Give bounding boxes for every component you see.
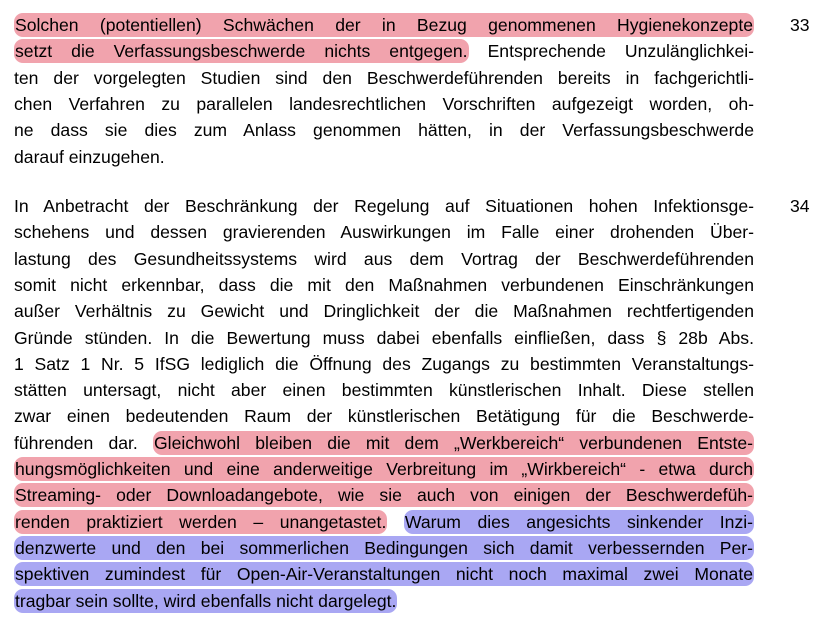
text-line <box>14 430 754 456</box>
highlight-red: Solchen (potentiellen) Schwächen der in Bezug genommenen Hygienekonzepte <box>15 15 753 35</box>
paragraph-number: 33 <box>790 15 810 35</box>
text-segment <box>387 512 404 532</box>
text-segment: somit nicht erkennbar, dass die mit den Maßnahmen verbundenen Einschränkungen <box>14 274 754 295</box>
text-line <box>14 272 754 298</box>
text-segment: darauf einzugehen. <box>14 146 165 167</box>
text-line <box>14 12 754 38</box>
text-segment: Gründe stünden. In die Bewertung muss dabei ebenfalls einfließen, dass § 28b Abs. <box>14 327 754 348</box>
text-segment: In Anbetracht der Beschränkung der Regelung auf Situationen hohen Infektionsge- <box>14 196 754 216</box>
text-line <box>14 298 754 324</box>
text-line <box>14 588 754 614</box>
text-segment: stätten untersagt, nicht aber einen bestimmten künstlerischen Inhalt. Diese stellen <box>14 380 754 401</box>
text-line <box>14 38 754 64</box>
text-line <box>14 65 754 91</box>
text-line <box>14 144 754 170</box>
text-segment: lastung des Gesundheitssystems wird aus dem Vortrag der Beschwerdeführenden <box>14 248 754 269</box>
text-line <box>14 219 754 245</box>
highlight-red: hungsmöglichkeiten und eine anderweitige Verbreitung im „Wirkbereich“ - etwa durch <box>15 459 753 479</box>
text-segment: Entsprechende Unzulänglichkei- <box>468 41 755 62</box>
text-line <box>14 509 754 535</box>
text-line <box>14 91 754 117</box>
highlight-blue: Warum dies angesichts sinkender Inzi- <box>404 511 754 532</box>
text-line <box>14 456 754 482</box>
text-line <box>14 117 754 143</box>
text-line <box>14 561 754 587</box>
text-segment: 1 Satz 1 Nr. 5 IfSG lediglich die Öffnung des Zugangs zu bestimmten Veranstaltungs- <box>14 353 754 374</box>
text-line <box>14 377 754 403</box>
text-line <box>14 246 754 272</box>
text-segment: führenden dar. <box>14 432 153 453</box>
text-segment: chen Verfahren zu parallelen landesrechtlichen Vorschriften aufgezeigt worden, oh- <box>14 93 754 114</box>
text-line <box>14 535 754 561</box>
highlight-blue: tragbar sein sollte, wird ebenfalls nicht dargelegt. <box>15 590 397 611</box>
text-segment: zwar einen bedeutenden Raum der künstlerischen Betätigung für die Beschwerde- <box>14 406 754 427</box>
text-segment: außer Verhältnis zu Gewicht und Dringlichkeit der die Maßnahmen rechtfertigenden <box>14 301 754 322</box>
highlight-red: setzt die Verfassungsbeschwerde nichts entgegen. <box>15 41 468 62</box>
highlight-red: Streaming- oder Downloadangebote, wie sie auch von einigen der Beschwerdefüh- <box>15 485 753 506</box>
text-line <box>14 351 754 377</box>
text-line <box>14 482 754 508</box>
highlight-blue: spektiven zumindest für Open-Air-Veranstaltungen nicht noch maximal zwei Monate <box>15 564 753 585</box>
text-line <box>14 403 754 429</box>
highlight-red: Gleichwohl bleiben die mit dem „Werkbereich“ verbundenen Entste- <box>154 432 753 453</box>
text-line <box>14 193 754 219</box>
text-segment: schehens und dessen gravierenden Auswirkungen im Falle einer drohenden Über- <box>14 222 754 243</box>
highlight-blue: denzwerte und den bei sommerlichen Bedingungen sich damit verbessernden Per- <box>15 537 753 558</box>
text-line <box>14 325 754 351</box>
text-segment: ne dass sie dies zum Anlass genommen hätten, in der Verfassungsbeschwerde <box>14 120 754 141</box>
highlight-red: renden praktiziert werden – unangetastet. <box>15 511 387 532</box>
paragraph-number: 34 <box>790 196 810 216</box>
text-segment: ten der vorgelegten Studien sind den Beschwerdeführenden bereits in fachgerichtli- <box>14 67 754 88</box>
